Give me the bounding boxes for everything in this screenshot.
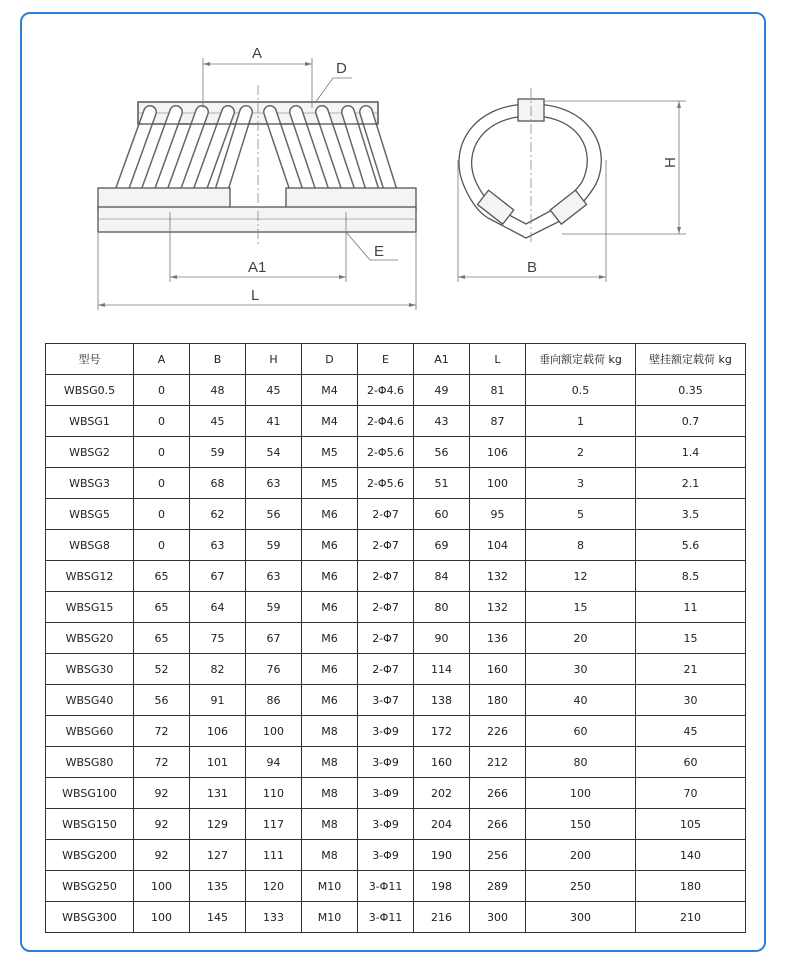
table-cell: 15 bbox=[526, 592, 636, 623]
table-row bbox=[46, 561, 746, 592]
table-cell: 0 bbox=[134, 375, 190, 406]
table-cell: 0 bbox=[134, 437, 190, 468]
column-header: L bbox=[470, 344, 526, 375]
table-cell: 210 bbox=[636, 902, 746, 933]
table-cell: WBSG40 bbox=[46, 685, 134, 716]
table-cell: 30 bbox=[636, 685, 746, 716]
table-cell: 69 bbox=[414, 530, 470, 561]
spec-table bbox=[45, 343, 746, 933]
technical-drawing bbox=[0, 0, 790, 340]
table-cell: 63 bbox=[246, 468, 302, 499]
table-cell: 2-Φ7 bbox=[358, 499, 414, 530]
table-cell: 2-Φ7 bbox=[358, 592, 414, 623]
table-cell: WBSG15 bbox=[46, 592, 134, 623]
table-cell: 300 bbox=[470, 902, 526, 933]
table-cell: 131 bbox=[190, 778, 246, 809]
table-row bbox=[46, 499, 746, 530]
table-cell: 1.4 bbox=[636, 437, 746, 468]
column-header: H bbox=[246, 344, 302, 375]
table-row bbox=[46, 902, 746, 933]
table-cell: 2.1 bbox=[636, 468, 746, 499]
table-cell: WBSG30 bbox=[46, 654, 134, 685]
table-cell: WBSG8 bbox=[46, 530, 134, 561]
table-cell: 2-Φ7 bbox=[358, 623, 414, 654]
table-cell: 51 bbox=[414, 468, 470, 499]
label-b: B bbox=[527, 259, 538, 276]
table-row bbox=[46, 778, 746, 809]
table-cell: 105 bbox=[636, 809, 746, 840]
table-cell: WBSG20 bbox=[46, 623, 134, 654]
table-cell: 250 bbox=[526, 871, 636, 902]
table-cell: 92 bbox=[134, 778, 190, 809]
table-cell: 0 bbox=[134, 499, 190, 530]
table-cell: 75 bbox=[190, 623, 246, 654]
table-cell: 226 bbox=[470, 716, 526, 747]
table-cell: 2-Φ7 bbox=[358, 654, 414, 685]
column-header: 型号 bbox=[46, 344, 134, 375]
table-cell: 65 bbox=[134, 592, 190, 623]
table-cell: 150 bbox=[526, 809, 636, 840]
table-cell: 60 bbox=[636, 747, 746, 778]
table-cell: 3.5 bbox=[636, 499, 746, 530]
table-cell: 87 bbox=[470, 406, 526, 437]
label-a: A bbox=[252, 45, 263, 62]
table-cell: 3 bbox=[526, 468, 636, 499]
table-cell: 129 bbox=[190, 809, 246, 840]
table-cell: M6 bbox=[302, 654, 358, 685]
table-cell: M8 bbox=[302, 716, 358, 747]
table-cell: 54 bbox=[246, 437, 302, 468]
table-cell: 0 bbox=[134, 406, 190, 437]
table-cell: 117 bbox=[246, 809, 302, 840]
table-cell: 2-Φ4.6 bbox=[358, 406, 414, 437]
table-cell: WBSG150 bbox=[46, 809, 134, 840]
table-cell: 106 bbox=[190, 716, 246, 747]
table-row bbox=[46, 747, 746, 778]
table-cell: 56 bbox=[414, 437, 470, 468]
table-cell: 65 bbox=[134, 623, 190, 654]
table-row bbox=[46, 871, 746, 902]
table-cell: 70 bbox=[636, 778, 746, 809]
table-cell: WBSG300 bbox=[46, 902, 134, 933]
label-d: D bbox=[336, 60, 347, 77]
table-cell: M10 bbox=[302, 871, 358, 902]
table-cell: 3-Φ9 bbox=[358, 778, 414, 809]
table-cell: M10 bbox=[302, 902, 358, 933]
table-cell: 45 bbox=[636, 716, 746, 747]
table-cell: M6 bbox=[302, 592, 358, 623]
table-cell: 114 bbox=[414, 654, 470, 685]
table-cell: 5 bbox=[526, 499, 636, 530]
table-cell: 0.35 bbox=[636, 375, 746, 406]
table-cell: 56 bbox=[246, 499, 302, 530]
table-cell: 59 bbox=[190, 437, 246, 468]
table-cell: 266 bbox=[470, 778, 526, 809]
table-cell: 8.5 bbox=[636, 561, 746, 592]
table-cell: 5.6 bbox=[636, 530, 746, 561]
table-row bbox=[46, 685, 746, 716]
table-row bbox=[46, 654, 746, 685]
table-cell: 72 bbox=[134, 747, 190, 778]
table-cell: 100 bbox=[134, 902, 190, 933]
table-cell: WBSG0.5 bbox=[46, 375, 134, 406]
label-a1: A1 bbox=[248, 259, 267, 276]
table-cell: 1 bbox=[526, 406, 636, 437]
table-cell: M4 bbox=[302, 375, 358, 406]
table-cell: 43 bbox=[414, 406, 470, 437]
table-cell: M6 bbox=[302, 499, 358, 530]
table-cell: 136 bbox=[470, 623, 526, 654]
table-cell: 68 bbox=[190, 468, 246, 499]
table-cell: 3-Φ9 bbox=[358, 716, 414, 747]
table-cell: 8 bbox=[526, 530, 636, 561]
table-cell: 3-Φ9 bbox=[358, 747, 414, 778]
table-cell: 100 bbox=[246, 716, 302, 747]
table-cell: 160 bbox=[414, 747, 470, 778]
table-row bbox=[46, 468, 746, 499]
table-cell: 212 bbox=[470, 747, 526, 778]
table-row bbox=[46, 623, 746, 654]
table-cell: 62 bbox=[190, 499, 246, 530]
table-cell: 204 bbox=[414, 809, 470, 840]
table-cell: 48 bbox=[190, 375, 246, 406]
table-cell: WBSG60 bbox=[46, 716, 134, 747]
table-cell: 52 bbox=[134, 654, 190, 685]
column-header: 垂向额定载荷 kg bbox=[526, 344, 636, 375]
table-cell: 92 bbox=[134, 840, 190, 871]
table-cell: 84 bbox=[414, 561, 470, 592]
table-cell: WBSG5 bbox=[46, 499, 134, 530]
table-cell: M4 bbox=[302, 406, 358, 437]
table-cell: 82 bbox=[190, 654, 246, 685]
table-cell: 45 bbox=[190, 406, 246, 437]
table-cell: 202 bbox=[414, 778, 470, 809]
column-header: B bbox=[190, 344, 246, 375]
table-cell: 56 bbox=[134, 685, 190, 716]
table-cell: 92 bbox=[134, 809, 190, 840]
table-cell: WBSG3 bbox=[46, 468, 134, 499]
table-cell: 180 bbox=[470, 685, 526, 716]
table-cell: M5 bbox=[302, 437, 358, 468]
table-cell: 80 bbox=[414, 592, 470, 623]
base-plate bbox=[98, 207, 416, 232]
table-cell: 81 bbox=[470, 375, 526, 406]
column-header: A bbox=[134, 344, 190, 375]
table-cell: 132 bbox=[470, 592, 526, 623]
table-cell: WBSG200 bbox=[46, 840, 134, 871]
table-cell: M5 bbox=[302, 468, 358, 499]
table-cell: 76 bbox=[246, 654, 302, 685]
table-row bbox=[46, 592, 746, 623]
table-cell: 0.5 bbox=[526, 375, 636, 406]
table-cell: 80 bbox=[526, 747, 636, 778]
table-cell: 59 bbox=[246, 530, 302, 561]
column-header: D bbox=[302, 344, 358, 375]
table-row bbox=[46, 437, 746, 468]
table-cell: 104 bbox=[470, 530, 526, 561]
column-header: A1 bbox=[414, 344, 470, 375]
table-cell: 40 bbox=[526, 685, 636, 716]
column-header: 壁挂额定载荷 kg bbox=[636, 344, 746, 375]
table-cell: 49 bbox=[414, 375, 470, 406]
table-cell: 200 bbox=[526, 840, 636, 871]
table-cell: 140 bbox=[636, 840, 746, 871]
label-e: E bbox=[374, 243, 385, 260]
table-cell: 2-Φ5.6 bbox=[358, 468, 414, 499]
table-cell: 0 bbox=[134, 530, 190, 561]
table-cell: 3-Φ11 bbox=[358, 902, 414, 933]
table-cell: 133 bbox=[246, 902, 302, 933]
table-cell: 3-Φ7 bbox=[358, 685, 414, 716]
table-cell: M8 bbox=[302, 840, 358, 871]
table-cell: 94 bbox=[246, 747, 302, 778]
table-cell: 180 bbox=[636, 871, 746, 902]
table-cell: 0 bbox=[134, 468, 190, 499]
table-cell: 135 bbox=[190, 871, 246, 902]
table-cell: 100 bbox=[134, 871, 190, 902]
table-cell: 106 bbox=[470, 437, 526, 468]
table-cell: 91 bbox=[190, 685, 246, 716]
table-cell: 90 bbox=[414, 623, 470, 654]
table-cell: 256 bbox=[470, 840, 526, 871]
table-cell: 67 bbox=[190, 561, 246, 592]
table-cell: 0.7 bbox=[636, 406, 746, 437]
table-cell: 21 bbox=[636, 654, 746, 685]
table-cell: 2-Φ7 bbox=[358, 530, 414, 561]
table-cell: 110 bbox=[246, 778, 302, 809]
table-cell: M6 bbox=[302, 561, 358, 592]
label-l: L bbox=[251, 287, 260, 304]
table-row bbox=[46, 406, 746, 437]
table-cell: 3-Φ9 bbox=[358, 840, 414, 871]
table-cell: 138 bbox=[414, 685, 470, 716]
table-row bbox=[46, 716, 746, 747]
table-cell: 3-Φ11 bbox=[358, 871, 414, 902]
table-cell: 86 bbox=[246, 685, 302, 716]
table-cell: 216 bbox=[414, 902, 470, 933]
table-cell: 266 bbox=[470, 809, 526, 840]
table-cell: 132 bbox=[470, 561, 526, 592]
table-cell: 111 bbox=[246, 840, 302, 871]
table-cell: 95 bbox=[470, 499, 526, 530]
table-cell: M8 bbox=[302, 809, 358, 840]
table-cell: 60 bbox=[414, 499, 470, 530]
table-cell: WBSG100 bbox=[46, 778, 134, 809]
table-cell: 172 bbox=[414, 716, 470, 747]
table-cell: 100 bbox=[470, 468, 526, 499]
column-header: E bbox=[358, 344, 414, 375]
table-cell: 63 bbox=[246, 561, 302, 592]
table-cell: WBSG1 bbox=[46, 406, 134, 437]
table-cell: 20 bbox=[526, 623, 636, 654]
table-cell: 45 bbox=[246, 375, 302, 406]
table-row bbox=[46, 375, 746, 406]
table-row bbox=[46, 530, 746, 561]
table-cell: 3-Φ9 bbox=[358, 809, 414, 840]
label-h: H bbox=[662, 157, 679, 168]
table-cell: 2-Φ7 bbox=[358, 561, 414, 592]
table-cell: 67 bbox=[246, 623, 302, 654]
table-cell: 101 bbox=[190, 747, 246, 778]
table-cell: 15 bbox=[636, 623, 746, 654]
table-cell: 2 bbox=[526, 437, 636, 468]
table-cell: WBSG2 bbox=[46, 437, 134, 468]
table-cell: 190 bbox=[414, 840, 470, 871]
table-cell: 12 bbox=[526, 561, 636, 592]
table-cell: M6 bbox=[302, 623, 358, 654]
table-row bbox=[46, 840, 746, 871]
table-cell: WBSG250 bbox=[46, 871, 134, 902]
table-cell: 65 bbox=[134, 561, 190, 592]
table-cell: 2-Φ4.6 bbox=[358, 375, 414, 406]
table-cell: WBSG12 bbox=[46, 561, 134, 592]
table-cell: 64 bbox=[190, 592, 246, 623]
table-cell: 59 bbox=[246, 592, 302, 623]
table-cell: 289 bbox=[470, 871, 526, 902]
table-cell: 145 bbox=[190, 902, 246, 933]
table-cell: 198 bbox=[414, 871, 470, 902]
table-cell: 11 bbox=[636, 592, 746, 623]
table-cell: 120 bbox=[246, 871, 302, 902]
table-cell: 72 bbox=[134, 716, 190, 747]
table-cell: 2-Φ5.6 bbox=[358, 437, 414, 468]
table-cell: 160 bbox=[470, 654, 526, 685]
table-cell: WBSG80 bbox=[46, 747, 134, 778]
table-cell: M8 bbox=[302, 778, 358, 809]
table-cell: 30 bbox=[526, 654, 636, 685]
table-cell: 41 bbox=[246, 406, 302, 437]
table-cell: M6 bbox=[302, 685, 358, 716]
table-cell: M6 bbox=[302, 530, 358, 561]
side-view bbox=[458, 88, 686, 282]
table-cell: 127 bbox=[190, 840, 246, 871]
table-cell: 63 bbox=[190, 530, 246, 561]
table-header-row bbox=[46, 344, 746, 375]
table-cell: 300 bbox=[526, 902, 636, 933]
table-cell: 100 bbox=[526, 778, 636, 809]
table-row bbox=[46, 809, 746, 840]
table-cell: 60 bbox=[526, 716, 636, 747]
table-cell: M8 bbox=[302, 747, 358, 778]
